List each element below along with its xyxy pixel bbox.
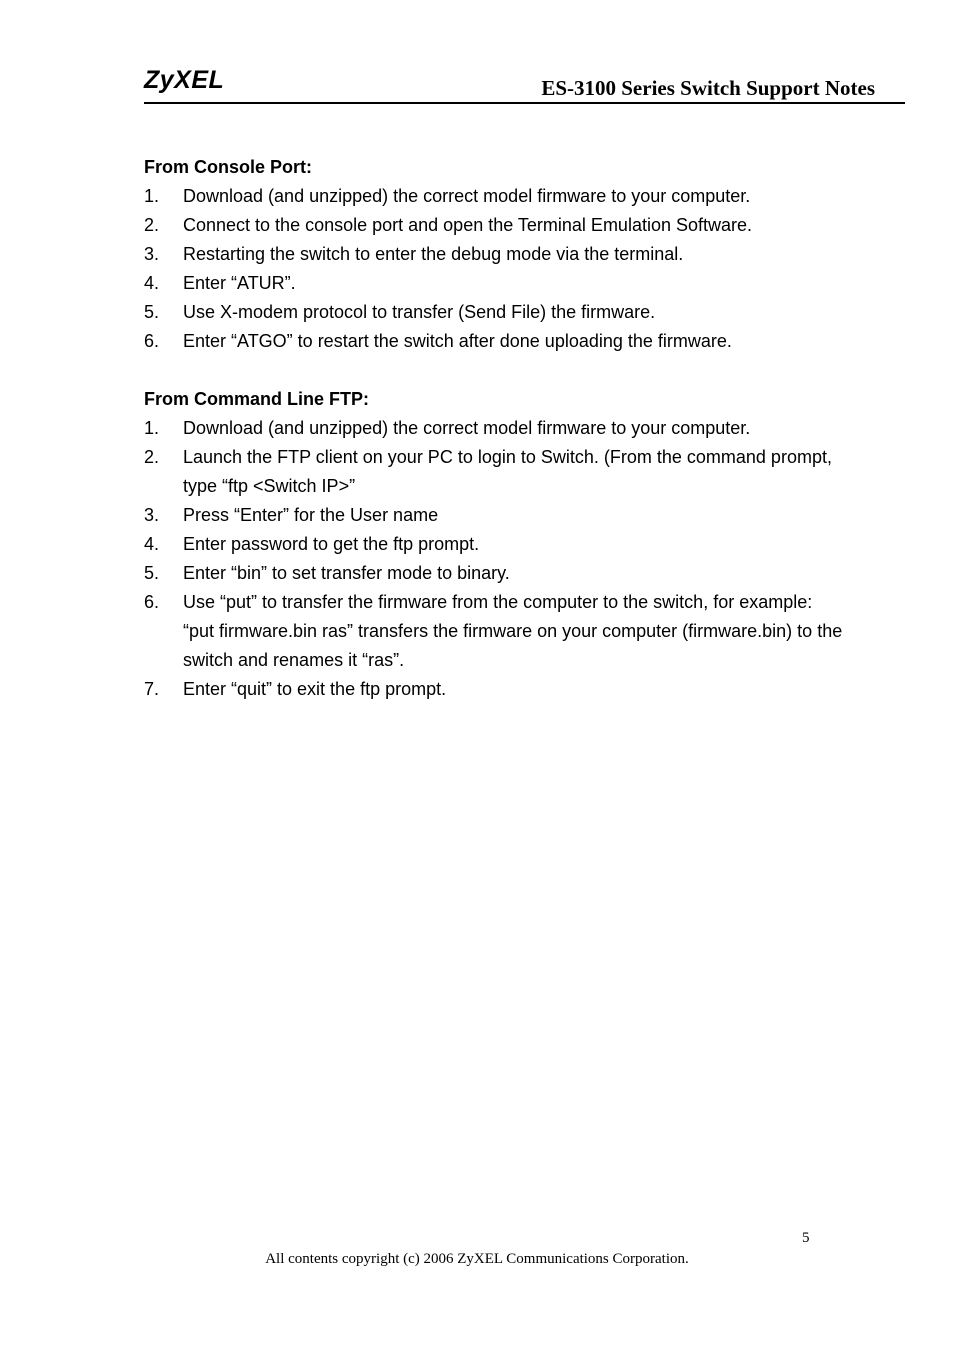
step-number: 7.	[144, 679, 160, 699]
list-item	[144, 675, 844, 704]
step-text: Press “Enter” for the User name	[183, 505, 439, 525]
section-console-port	[144, 153, 844, 356]
step-number: 1.	[144, 186, 160, 206]
steps-list	[144, 182, 844, 356]
list-item	[144, 298, 844, 327]
step-text: Connect to the console port and open the Terminal Emulation Software.	[183, 215, 753, 235]
step-text: Launch the FTP client on your PC to login to Switch. (From the command prompt, type “ftp <Switch IP>”	[183, 447, 832, 496]
list-item	[144, 211, 844, 240]
step-text: Use “put” to transfer the firmware from the computer to the switch, for example: “put firmware.bin ras” transfers the firmware on your computer (firmware.bin) to the switch and renames it “ras”.	[183, 592, 843, 670]
step-number: 6.	[144, 331, 160, 351]
step-number: 2.	[144, 215, 160, 235]
step-number: 3.	[144, 505, 160, 525]
zyxel-logo: ZyXEL	[144, 66, 225, 94]
list-item	[144, 559, 844, 588]
step-text: Restarting the switch to enter the debug mode via the terminal.	[183, 244, 684, 264]
list-item	[144, 182, 844, 211]
step-text: Enter “ATUR”.	[183, 273, 296, 293]
list-item	[144, 443, 844, 501]
list-item	[144, 414, 844, 443]
list-item	[144, 269, 844, 298]
step-number: 6.	[144, 592, 160, 612]
step-text: Enter “quit” to exit the ftp prompt.	[183, 679, 447, 699]
step-number: 2.	[144, 447, 160, 467]
step-number: 1.	[144, 418, 160, 438]
list-item	[144, 327, 844, 356]
step-text: Download (and unzipped) the correct model firmware to your computer.	[183, 186, 751, 206]
page-header	[144, 66, 905, 104]
list-item	[144, 588, 844, 675]
step-number: 5.	[144, 563, 160, 583]
page-number: 5	[802, 1230, 810, 1246]
step-text: Enter password to get the ftp prompt.	[183, 534, 480, 554]
section-command-line-ftp	[144, 385, 844, 704]
steps-list	[144, 414, 844, 704]
step-text: Download (and unzipped) the correct model firmware to your computer.	[183, 418, 751, 438]
step-number: 4.	[144, 273, 160, 293]
step-number: 5.	[144, 302, 160, 322]
step-text: Use X-modem protocol to transfer (Send File) the firmware.	[183, 302, 656, 322]
copyright-footer: All contents copyright (c) 2006 ZyXEL Communications Corporation.	[265, 1251, 689, 1267]
step-number: 4.	[144, 534, 160, 554]
step-text: Enter “bin” to set transfer mode to binary.	[183, 563, 510, 583]
list-item	[144, 530, 844, 559]
section-heading: From Command Line FTP:	[144, 389, 369, 409]
step-number: 3.	[144, 244, 160, 264]
section-heading: From Console Port:	[144, 157, 313, 177]
list-item	[144, 240, 844, 269]
list-item	[144, 501, 844, 530]
document-title: ES-3100 Series Switch Support Notes	[541, 76, 875, 100]
main-content	[144, 153, 844, 704]
step-text: Enter “ATGO” to restart the switch after done uploading the firmware.	[183, 331, 732, 351]
